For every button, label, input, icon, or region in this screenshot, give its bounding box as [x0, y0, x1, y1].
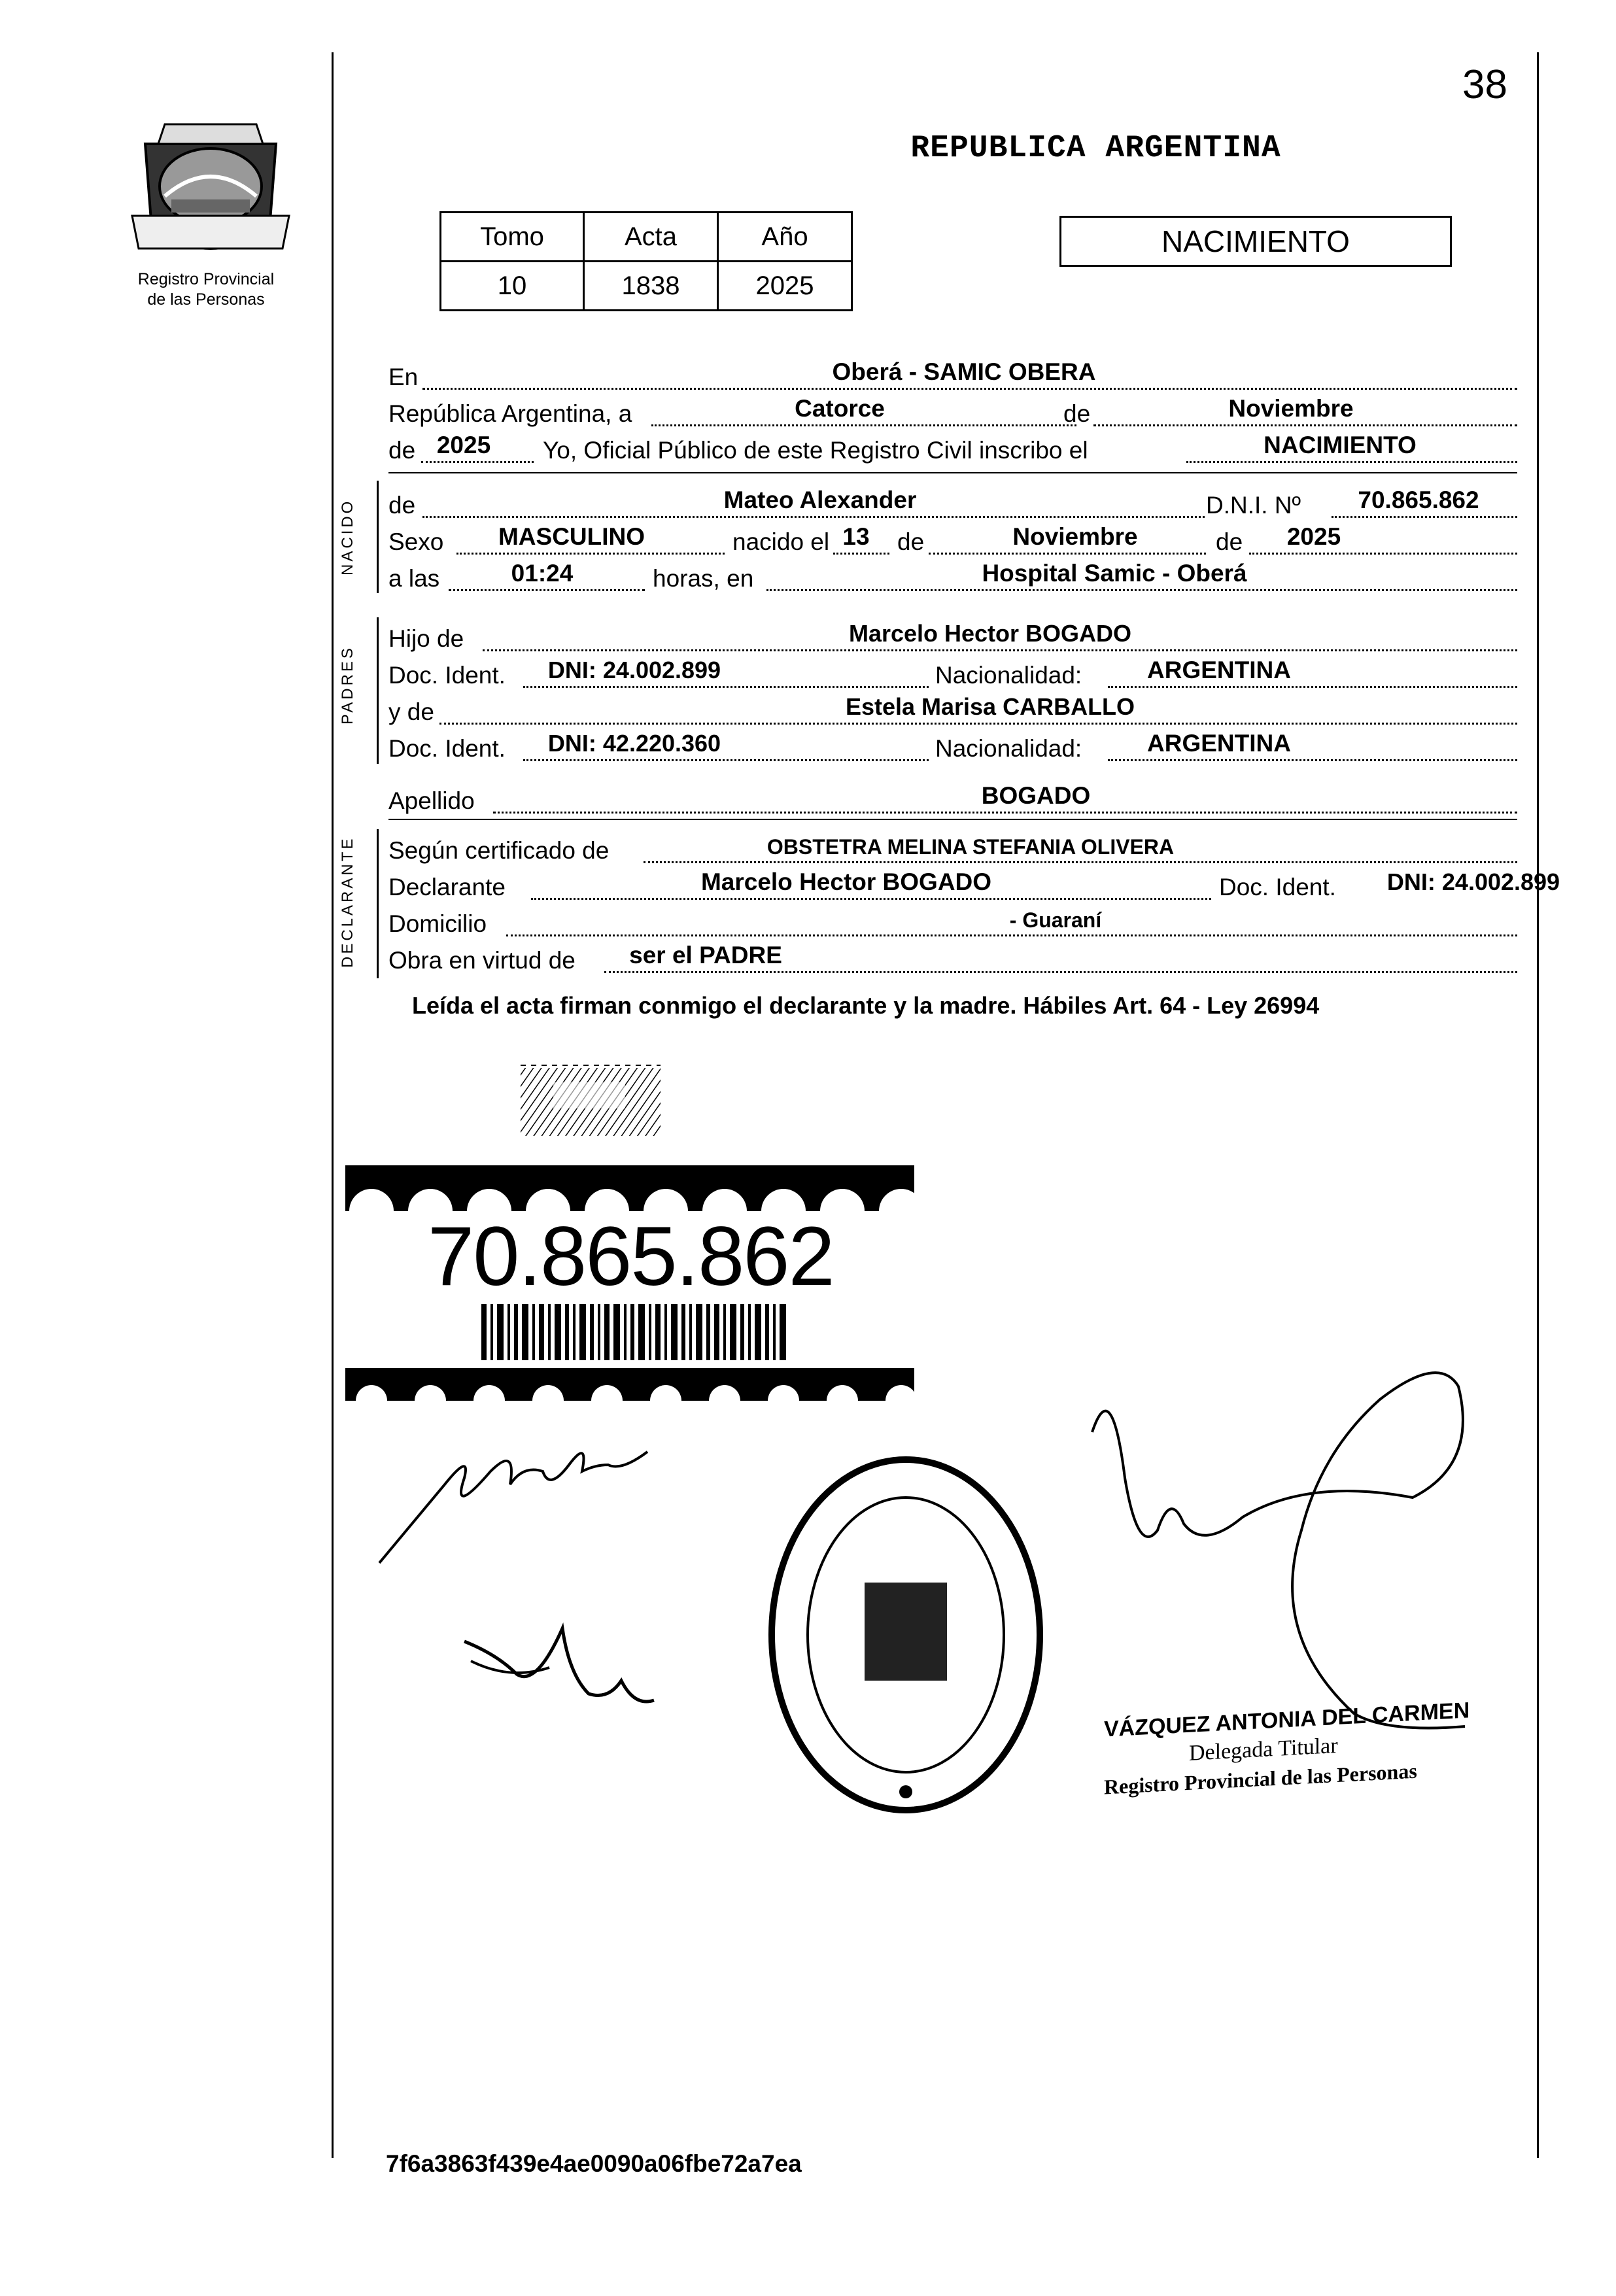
dotted-line [531, 898, 1211, 900]
registry-label-line2: de las Personas [147, 290, 265, 309]
dotted-line [644, 861, 1517, 863]
nacionalidad-label: Nacionalidad: [935, 735, 1082, 762]
de2-label: de [388, 437, 416, 464]
row-sexo [388, 523, 1517, 560]
de-label: de [388, 492, 416, 519]
security-strip-bottom-icon [345, 1368, 914, 1401]
row-mother-doc [388, 730, 1517, 766]
dotted-line [1249, 553, 1517, 555]
row-hora [388, 560, 1517, 596]
father-name: Marcelo Hector BOGADO [848, 620, 1132, 647]
dotted-line [604, 971, 1517, 973]
record-type-value: NACIMIENTO [1264, 432, 1417, 458]
birth-place: Hospital Samic - Oberá [982, 560, 1247, 587]
father-nationality: ARGENTINA [1147, 657, 1291, 683]
act-reference-table [439, 211, 853, 311]
mother-doc: DNI: 42.220.360 [547, 730, 721, 757]
declarante-section-label: DECLARANTE [339, 836, 356, 968]
stamp-title: Delegada Titular [1189, 1733, 1338, 1766]
row-hijo-de [388, 620, 1517, 657]
official-stamp [1104, 1698, 1470, 1799]
declarante-label: Declarante [388, 874, 506, 900]
domicilio-value: - Guaraní [1009, 908, 1102, 932]
dotted-line [493, 812, 1517, 814]
page-number: 38 [1462, 62, 1507, 107]
divider [388, 819, 1517, 820]
doc-ident-label: Doc. Ident. [388, 735, 506, 762]
republica-label: República Argentina, a [388, 400, 632, 427]
barcode-icon [481, 1304, 789, 1360]
inscribo-label: Yo, Oficial Público de este Registro Civil inscribo el [543, 437, 1088, 464]
mother-name: Estela Marisa CARBALLO [845, 693, 1135, 720]
birth-hour: 01:24 [511, 560, 574, 587]
dotted-line [1093, 424, 1517, 426]
signature-declarante-icon [373, 1426, 700, 1569]
mother-nationality: ARGENTINA [1147, 730, 1291, 757]
dotted-line [1108, 686, 1517, 688]
security-number: 70.865.862 [428, 1210, 834, 1303]
act-type-box: NACIMIENTO [1059, 216, 1452, 267]
certificado-value: OBSTETRA MELINA STEFANIA OLIVERA [766, 835, 1175, 859]
security-pattern-icon [521, 1063, 661, 1140]
day-value: Catorce [795, 395, 885, 422]
nacido-section-bar [377, 481, 379, 593]
dni-label: D.N.I. Nº [1206, 492, 1301, 519]
dotted-line [506, 934, 1517, 936]
dotted-line [766, 589, 1517, 591]
declarante-section-bar [377, 829, 379, 978]
registry-label-line1: Registro Provincial [137, 270, 275, 288]
signature-official-icon [1073, 1360, 1530, 1733]
dotted-line [523, 686, 929, 688]
de-label: de [897, 528, 925, 555]
de-label: de [1063, 400, 1091, 427]
row-domicilio [388, 905, 1517, 942]
a-las-label: a las [388, 565, 440, 592]
security-strip-top-icon [345, 1165, 914, 1211]
nacido-section-label: NACIDO [339, 498, 356, 575]
year-value: 2025 [436, 432, 491, 458]
month-value: Noviembre [1228, 395, 1354, 422]
y-de-label: y de [388, 698, 434, 725]
hijo-de-label: Hijo de [388, 625, 464, 652]
row-en [388, 358, 1517, 395]
padres-section-label: PADRES [339, 645, 356, 725]
dotted-line [929, 553, 1206, 555]
acta-header: Acta [584, 213, 718, 262]
padres-section-bar [377, 617, 379, 764]
certificado-label: Según certificado de [388, 837, 610, 864]
dotted-line [421, 461, 534, 463]
birth-year: 2025 [1286, 523, 1341, 550]
row-father-doc [388, 657, 1517, 693]
sexo-value: MASCULINO [498, 523, 645, 550]
dotted-line [456, 553, 725, 555]
child-name: Mateo Alexander [723, 487, 917, 513]
registry-label [118, 269, 294, 310]
stamp-registry: Registro Provincial de las Personas [1104, 1758, 1417, 1799]
dotted-line [422, 516, 1205, 518]
row-republica [388, 395, 1517, 432]
apellido-label: Apellido [388, 787, 475, 814]
divider [388, 472, 1517, 473]
dotted-line [523, 759, 929, 761]
dotted-line [1186, 461, 1517, 463]
round-seal-icon [765, 1452, 1046, 1818]
dotted-line [1108, 759, 1517, 761]
row-y-de [388, 693, 1517, 730]
signature-mother-icon [458, 1615, 680, 1726]
obra-value: ser el PADRE [629, 942, 782, 968]
row-inscribo [388, 432, 1517, 468]
domicilio-label: Domicilio [388, 910, 487, 937]
row-obra [388, 942, 1517, 978]
acta-value: 1838 [584, 262, 718, 311]
anio-value: 2025 [718, 262, 852, 311]
doc-ident-label: Doc. Ident. [1219, 874, 1336, 900]
doc-ident-label: Doc. Ident. [388, 662, 506, 689]
row-nombre [388, 487, 1517, 523]
tomo-header: Tomo [441, 213, 584, 262]
nacionalidad-label: Nacionalidad: [935, 662, 1082, 689]
dotted-line [483, 649, 1517, 651]
stamp-name: VÁZQUEZ ANTONIA DEL CARMEN [1104, 1698, 1470, 1742]
horas-en-label: horas, en [653, 565, 754, 592]
child-dni: 70.865.862 [1358, 487, 1479, 513]
declarante-name: Marcelo Hector BOGADO [700, 868, 992, 895]
obra-label: Obra en virtud de [388, 947, 576, 974]
right-margin-line [1537, 52, 1539, 2158]
apellido-value: BOGADO [981, 782, 1091, 809]
place-value: Oberá - SAMIC OBERA [832, 358, 1096, 385]
dotted-line [1332, 516, 1517, 518]
father-doc: DNI: 24.002.899 [547, 657, 721, 683]
tomo-value: 10 [441, 262, 584, 311]
nacido-el-label: nacido el [732, 528, 830, 555]
row-declarante [388, 868, 1560, 905]
row-certificado [388, 832, 1517, 868]
dotted-line [833, 553, 889, 555]
sexo-label: Sexo [388, 528, 444, 555]
row-apellido [388, 782, 1517, 819]
birth-day: 13 [842, 523, 870, 550]
document-title: REPUBLICA ARGENTINA [910, 131, 1281, 166]
dotted-line [651, 424, 1076, 426]
dotted-line [449, 589, 645, 591]
dotted-line [439, 723, 1517, 725]
closing-note: Leída el acta firman conmigo el declarante y la madre. Hábiles Art. 64 - Ley 26994 [412, 992, 1320, 1019]
anio-header: Año [718, 213, 852, 262]
dotted-line [422, 388, 1517, 390]
en-label: En [388, 364, 419, 390]
document-hash: 7f6a3863f439e4ae0090a06fbe72a7ea [386, 2150, 802, 2177]
declarante-doc: DNI: 24.002.899 [1386, 868, 1560, 895]
de-label: de [1216, 528, 1243, 555]
birth-month: Noviembre [1012, 523, 1138, 550]
left-margin-line [332, 52, 334, 2158]
